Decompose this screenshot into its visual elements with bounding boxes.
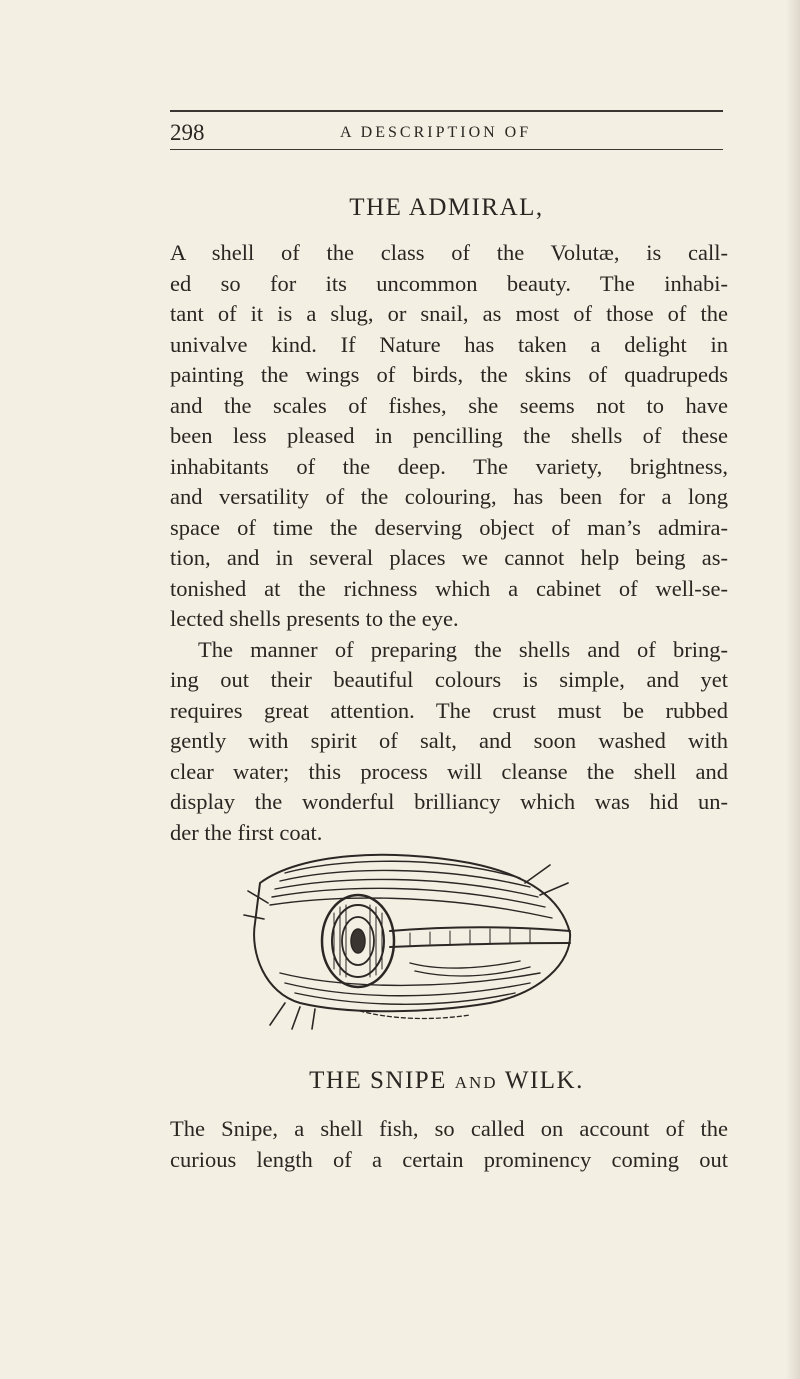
page-edge-shadow	[786, 0, 800, 1379]
title-snipe-end: WILK.	[504, 1067, 584, 1094]
text-line: tion, and in several places we cannot help being as-	[170, 545, 728, 570]
text-line: painting the wings of birds, the skins of quadrupeds	[170, 362, 728, 387]
text-line: requires great attention. The crust must be rubbed	[170, 697, 728, 723]
text-line: space of time the deserving object of man’s admira-	[170, 514, 728, 540]
title-snipe-and: AND	[454, 1073, 498, 1092]
running-head: A DESCRIPTION OF	[340, 124, 532, 141]
text-line: The manner of preparing the shells and of bring-	[198, 636, 728, 662]
text-line: univalve kind. If Nature has taken a delight in	[170, 331, 728, 357]
header-rule-bottom	[170, 149, 723, 150]
snipe-paragraph	[170, 1114, 728, 1175]
text-line: gently with spirit of salt, and soon washed with	[170, 728, 728, 753]
section-title-snipe	[170, 1066, 723, 1098]
text-line: The Snipe, a shell fish, so called on account of the	[170, 1116, 728, 1141]
section-title-admiral: THE ADMIRAL,	[349, 194, 544, 221]
text-line: lected shells presents to the eye.	[170, 606, 459, 631]
text-line: ed so for its uncommon beauty. The inhabi-	[170, 270, 728, 296]
admiral-paragraph	[170, 238, 728, 848]
text-line: display the wonderful brilliancy which was hid un-	[170, 789, 728, 814]
page-number: 298	[170, 120, 205, 145]
text-line: curious length of a certain prominency coming out	[170, 1146, 728, 1172]
text-line: clear water; this process will cleanse the shell and	[170, 758, 728, 784]
text-line: ing out their beautiful colours is simple, and yet	[170, 667, 728, 692]
text-line: inhabitants of the deep. The variety, brightness,	[170, 453, 728, 479]
title-snipe-main: THE SNIPE	[309, 1067, 447, 1094]
text-line: tonished at the richness which a cabinet of well-se-	[170, 575, 728, 601]
text-line: tant of it is a slug, or snail, as most of those of the	[170, 301, 728, 326]
snipe-shell-illustration	[240, 843, 578, 1031]
text-line: A shell of the class of the Volutæ, is call-	[170, 240, 728, 265]
text-line: and versatility of the colouring, has been for a long	[170, 484, 728, 509]
text-line: der the first coat.	[170, 819, 323, 845]
header-rule-top	[170, 110, 723, 112]
text-line: been less pleased in pencilling the shells of these	[170, 423, 728, 448]
text-line: and the scales of fishes, she seems not to have	[170, 392, 728, 418]
